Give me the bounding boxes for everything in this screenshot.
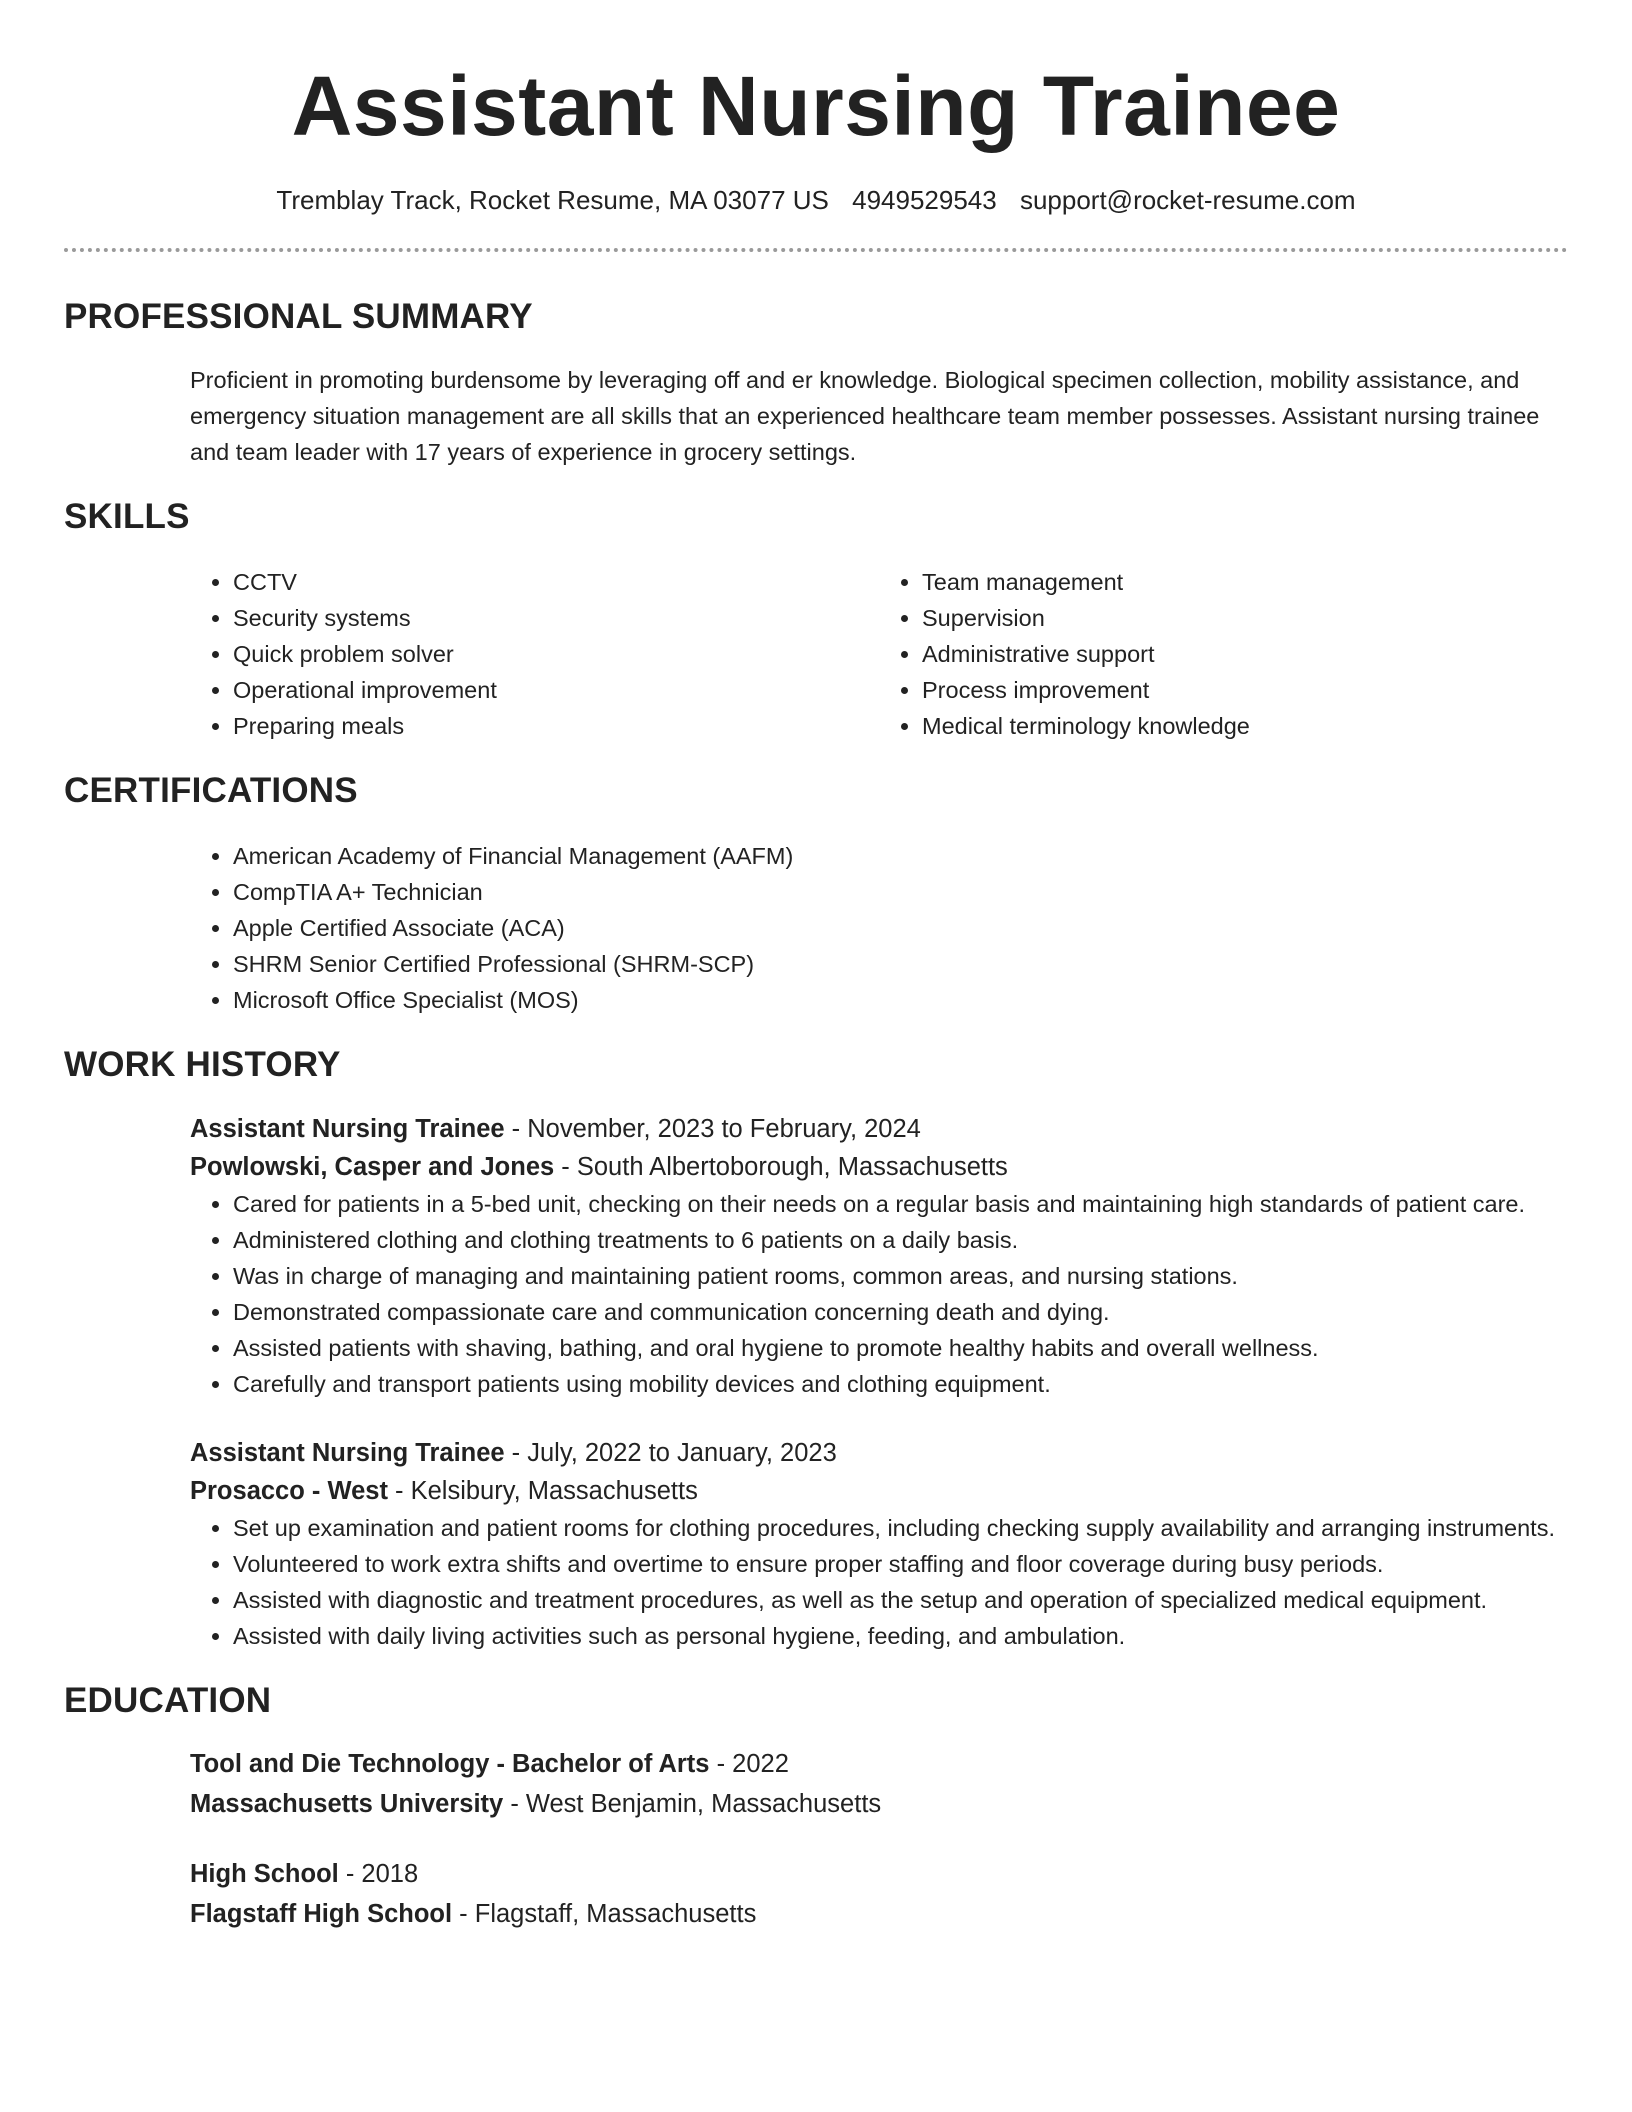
skill-item: • Process improvement [922, 672, 1568, 708]
skills-section [64, 496, 1568, 744]
contact-email: support@rocket-resume.com [1019, 185, 1356, 215]
certification-item: • Apple Certified Associate (ACA) [233, 910, 1568, 946]
certification-item: • Microsoft Office Specialist (MOS) [233, 982, 1568, 1018]
skills-left-list [190, 564, 879, 744]
certifications-title: CERTIFICATIONS [64, 771, 358, 810]
education-degree: High School [190, 1860, 339, 1888]
education-school: Flagstaff High School [190, 1900, 453, 1928]
job-bullet: • Assisted with daily living activities such as personal hygiene, feeding, and ambulation. [233, 1618, 1568, 1654]
education-degree-line [190, 1854, 1568, 1894]
education-entry [190, 1854, 1568, 1934]
skill-item: • Medical terminology knowledge [922, 708, 1568, 744]
job-dates: - November, 2023 to February, 2024 [504, 1115, 921, 1143]
education-body [64, 1744, 1568, 1934]
education-school-line [190, 1894, 1568, 1934]
summary-text: Proficient in promoting burdensome by leveraging off and er knowledge. Biological specimen collection, mobility assistance, and emergency situation management are all skills that an experienced healthcare team member possesses. Assistant nursing trainee and team leader with 17 years of experience in grocery settings. [190, 367, 1540, 465]
skills-title: SKILLS [64, 497, 190, 536]
job-bullet: • Was in charge of managing and maintaining patient rooms, common areas, and nursing stations. [233, 1258, 1568, 1294]
job-bullet: • Volunteered to work extra shifts and overtime to ensure proper staffing and floor coverage during busy periods. [233, 1546, 1568, 1582]
job-dates: - July, 2022 to January, 2023 [504, 1439, 837, 1467]
work-history-title: WORK HISTORY [64, 1045, 341, 1084]
summary-section [64, 296, 1568, 470]
certifications-body [64, 838, 1568, 1018]
skill-item: • Quick problem solver [233, 636, 879, 672]
education-entry [190, 1744, 1568, 1824]
work-history-body [64, 1110, 1568, 1654]
education-school-line [190, 1784, 1568, 1824]
education-location: - Flagstaff, Massachusetts [452, 1900, 757, 1928]
job-entry [190, 1434, 1568, 1654]
education-school: Massachusetts University [190, 1790, 504, 1818]
certification-item: • American Academy of Financial Management (AAFM) [233, 838, 1568, 874]
job-bullet: • Assisted with diagnostic and treatment procedures, as well as the setup and operation of specialized medical equipment. [233, 1582, 1568, 1618]
summary-title: PROFESSIONAL SUMMARY [64, 297, 533, 336]
job-role: Assistant Nursing Trainee [190, 1115, 505, 1143]
education-section [64, 1680, 1568, 1934]
job-location: - South Albertoborough, Massachusetts [554, 1153, 1008, 1181]
job-role: Assistant Nursing Trainee [190, 1439, 505, 1467]
education-degree-line [190, 1744, 1568, 1784]
skill-item: • Operational improvement [233, 672, 879, 708]
skill-item: • Supervision [922, 600, 1568, 636]
job-title-line [190, 1110, 1568, 1148]
skill-item: • CCTV [233, 564, 879, 600]
education-degree: Tool and Die Technology - Bachelor of Arts [190, 1750, 710, 1778]
job-company-line [190, 1148, 1568, 1186]
job-bullet: • Carefully and transport patients using mobility devices and clothing equipment. [233, 1366, 1568, 1402]
skills-body [64, 564, 1568, 744]
skill-item: • Team management [922, 564, 1568, 600]
contact-phone: 4949529543 [852, 185, 997, 215]
contact-line [64, 184, 1568, 216]
job-bullet: • Cared for patients in a 5-bed unit, checking on their needs on a regular basis and maintaining high standards of patient care. [233, 1186, 1568, 1222]
job-bullet: • Set up examination and patient rooms for clothing procedures, including checking supply availability and arranging instruments. [233, 1510, 1568, 1546]
certifications-list [190, 838, 1568, 1018]
skill-item: • Preparing meals [233, 708, 879, 744]
certification-item: • SHRM Senior Certified Professional (SHRM-SCP) [233, 946, 1568, 982]
education-title: EDUCATION [64, 1681, 272, 1720]
skills-right-list [879, 564, 1568, 744]
education-year: - 2018 [338, 1860, 419, 1888]
skills-grid [190, 564, 1568, 744]
job-location: - Kelsibury, Massachusetts [387, 1477, 698, 1505]
job-bullets [190, 1510, 1568, 1654]
contact-address: Tremblay Track, Rocket Resume, MA 03077 US [276, 185, 829, 215]
job-entry [190, 1110, 1568, 1402]
work-history-section [64, 1044, 1568, 1654]
job-company-line [190, 1472, 1568, 1510]
certifications-section [64, 770, 1568, 1018]
candidate-name: Assistant Nursing Trainee [291, 59, 1341, 153]
job-bullet: • Administered clothing and clothing treatments to 6 patients on a daily basis. [233, 1222, 1568, 1258]
job-title-line [190, 1434, 1568, 1472]
job-bullet: • Demonstrated compassionate care and communication concerning death and dying. [233, 1294, 1568, 1330]
header-divider [64, 248, 1568, 252]
job-bullets [190, 1186, 1568, 1402]
job-company: Prosacco - West [190, 1477, 388, 1505]
education-year: - 2022 [709, 1750, 789, 1778]
summary-body [64, 362, 1568, 470]
education-location: - West Benjamin, Massachusetts [503, 1790, 882, 1818]
skill-item: • Administrative support [922, 636, 1568, 672]
resume-header [64, 0, 1568, 252]
job-bullet: • Assisted patients with shaving, bathing, and oral hygiene to promote healthy habits and overall wellness. [233, 1330, 1568, 1366]
certification-item: • CompTIA A+ Technician [233, 874, 1568, 910]
skill-item: • Security systems [233, 600, 879, 636]
job-company: Powlowski, Casper and Jones [190, 1153, 555, 1181]
